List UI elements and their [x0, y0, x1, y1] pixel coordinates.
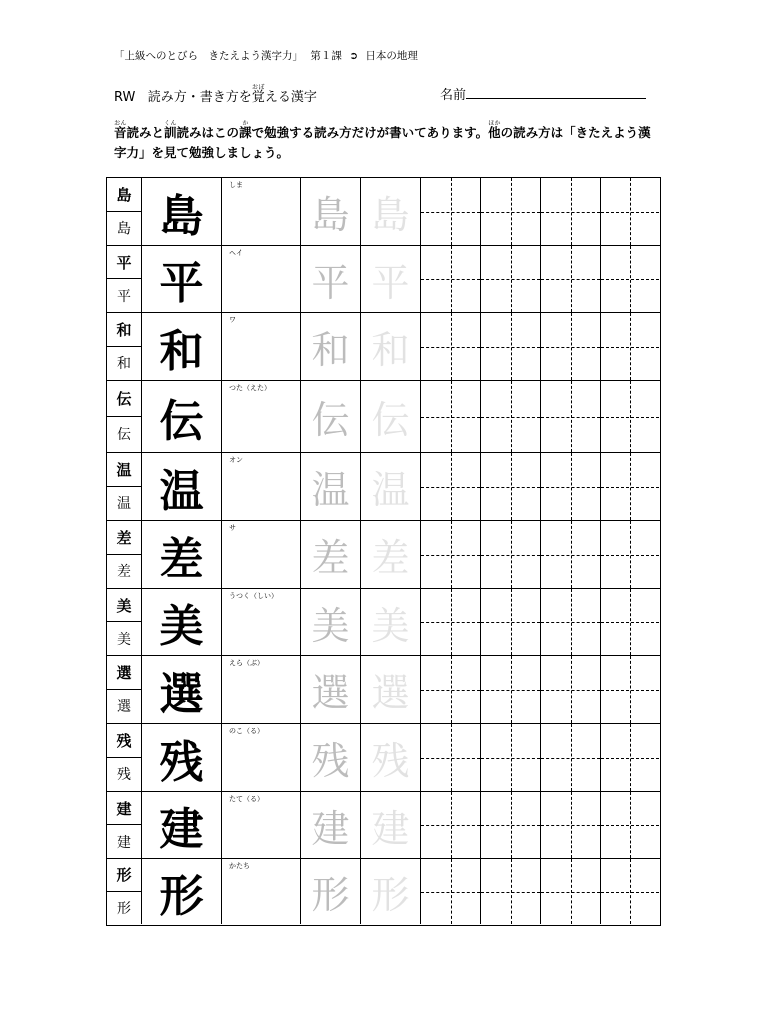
practice-box[interactable] — [541, 246, 601, 312]
lesson-number: 第１課 — [310, 50, 342, 62]
arrow-icon: ➲ — [349, 50, 358, 62]
kanji-bold-label: 美 — [107, 589, 141, 622]
guide-line-vertical — [571, 453, 572, 520]
kanji-reading: うつく（しい） — [222, 589, 301, 655]
worksheet-code: RW — [114, 90, 136, 105]
guide-line-vertical — [511, 178, 512, 245]
guide-line-vertical — [630, 178, 631, 245]
kanji-regular-label: 美 — [117, 631, 131, 648]
kanji-label-cell — [107, 724, 142, 791]
practice-box[interactable] — [541, 859, 601, 924]
practice-box[interactable] — [481, 521, 541, 588]
practice-box[interactable] — [421, 859, 481, 924]
trace-kanji-light[interactable]: 差 — [361, 521, 421, 588]
guide-line-vertical — [630, 246, 631, 312]
guide-line-vertical — [511, 246, 512, 312]
practice-box[interactable] — [541, 589, 601, 655]
trace-kanji-light[interactable]: 平 — [361, 246, 421, 312]
guide-line-vertical — [571, 656, 572, 723]
table-row — [107, 246, 660, 313]
practice-box[interactable] — [421, 724, 481, 791]
practice-box[interactable] — [481, 453, 541, 520]
kanji-regular-label: 選 — [117, 699, 131, 716]
guide-line-vertical — [511, 792, 512, 858]
guide-line-vertical — [571, 521, 572, 588]
trace-kanji-gray[interactable]: 残 — [301, 724, 361, 791]
kanji-practice-grid — [106, 177, 661, 926]
kanji-label-cell — [107, 178, 142, 245]
trace-kanji-light[interactable]: 形 — [361, 859, 421, 924]
kanji-label-cell — [107, 381, 142, 452]
worksheet-heading-suffix: える漢字 — [264, 90, 317, 105]
table-row — [107, 792, 660, 859]
practice-box[interactable] — [421, 453, 481, 520]
trace-kanji-light[interactable]: 島 — [361, 178, 421, 245]
guide-line-vertical — [451, 859, 452, 924]
guide-line-vertical — [451, 521, 452, 588]
practice-box[interactable] — [601, 381, 659, 452]
kanji-label-cell — [107, 859, 142, 924]
guide-line-vertical — [630, 859, 631, 924]
practice-box[interactable] — [421, 178, 481, 245]
guide-line-vertical — [630, 792, 631, 858]
kanji-bold-label: 伝 — [107, 381, 141, 417]
practice-box[interactable] — [541, 656, 601, 723]
trace-kanji-light[interactable]: 伝 — [361, 381, 421, 452]
kanji-bold-label: 建 — [107, 792, 141, 825]
practice-box[interactable] — [481, 246, 541, 312]
trace-kanji-light[interactable]: 和 — [361, 313, 421, 380]
kanji-regular-label: 形 — [117, 900, 131, 917]
guide-line-vertical — [511, 724, 512, 791]
kanji-reading: ヘイ — [222, 246, 301, 312]
instructions: 音おん読みと訓くん読みはこの課かで勉強する読み方だけが書いてあります。他ほかの読み方は「きたえよう漢字力」を見て勉強しましょう。 — [114, 120, 651, 160]
table-row — [107, 521, 660, 589]
table-row — [107, 381, 660, 453]
practice-box[interactable] — [541, 313, 601, 380]
kanji-bold-label: 形 — [107, 859, 141, 892]
trace-kanji-light[interactable]: 温 — [361, 453, 421, 520]
practice-box[interactable] — [541, 724, 601, 791]
guide-line-vertical — [451, 313, 452, 380]
kanji-regular-label: 伝 — [117, 427, 131, 444]
kanji-label-cell — [107, 521, 142, 588]
guide-line-vertical — [630, 589, 631, 655]
trace-kanji-gray[interactable]: 形 — [301, 859, 361, 924]
practice-box[interactable] — [601, 792, 659, 858]
practice-box[interactable] — [601, 589, 659, 655]
kanji-label-cell — [107, 313, 142, 380]
stroke-order-kanji: 島 — [142, 178, 222, 245]
practice-box[interactable] — [541, 178, 601, 245]
practice-box[interactable] — [481, 381, 541, 452]
guide-line-vertical — [511, 521, 512, 588]
practice-box[interactable] — [481, 792, 541, 858]
practice-box[interactable] — [541, 453, 601, 520]
trace-kanji-gray[interactable]: 選 — [301, 656, 361, 723]
stroke-order-kanji: 選 — [142, 656, 222, 723]
trace-kanji-gray[interactable]: 差 — [301, 521, 361, 588]
kanji-reading: オン — [222, 453, 301, 520]
guide-line-vertical — [571, 589, 572, 655]
trace-kanji-light[interactable]: 建 — [361, 792, 421, 858]
lesson-topic: 日本の地理 — [365, 50, 418, 62]
guide-line-vertical — [451, 792, 452, 858]
guide-line-vertical — [451, 589, 452, 655]
practice-box[interactable] — [421, 381, 481, 452]
guide-line-vertical — [630, 381, 631, 452]
kanji-regular-label: 差 — [117, 564, 131, 581]
guide-line-vertical — [571, 381, 572, 452]
guide-line-vertical — [571, 724, 572, 791]
guide-line-vertical — [511, 313, 512, 380]
table-row — [107, 178, 660, 246]
practice-box[interactable] — [541, 792, 601, 858]
practice-box[interactable] — [481, 859, 541, 924]
guide-line-vertical — [451, 178, 452, 245]
practice-box[interactable] — [421, 656, 481, 723]
trace-kanji-gray[interactable]: 島 — [301, 178, 361, 245]
practice-box[interactable] — [421, 521, 481, 588]
trace-kanji-gray[interactable]: 建 — [301, 792, 361, 858]
guide-line-vertical — [451, 381, 452, 452]
practice-box[interactable] — [481, 656, 541, 723]
kanji-reading: しま — [222, 178, 301, 245]
practice-box[interactable] — [601, 246, 659, 312]
kanji-bold-label: 和 — [107, 313, 141, 347]
table-row — [107, 724, 660, 792]
practice-box[interactable] — [601, 313, 659, 380]
kanji-regular-label: 平 — [117, 288, 131, 305]
kanji-reading: つた（えた） — [222, 381, 301, 452]
guide-line-vertical — [630, 724, 631, 791]
practice-box[interactable] — [601, 453, 659, 520]
practice-box[interactable] — [601, 656, 659, 723]
heading-ruby-kanji: 覚おぼ — [251, 84, 265, 105]
name-blank-line[interactable] — [466, 84, 646, 99]
practice-box[interactable] — [481, 724, 541, 791]
trace-kanji-light[interactable]: 美 — [361, 589, 421, 655]
kanji-bold-label: 残 — [107, 724, 141, 758]
guide-line-vertical — [451, 724, 452, 791]
table-row — [107, 589, 660, 656]
practice-box[interactable] — [421, 313, 481, 380]
kanji-reading: のこ（る） — [222, 724, 301, 791]
practice-box[interactable] — [481, 589, 541, 655]
guide-line-vertical — [511, 589, 512, 655]
kanji-reading: かたち — [222, 859, 301, 924]
guide-line-vertical — [630, 521, 631, 588]
kanji-reading: サ — [222, 521, 301, 588]
trace-kanji-gray[interactable]: 平 — [301, 246, 361, 312]
guide-line-vertical — [571, 792, 572, 858]
trace-kanji-light[interactable]: 選 — [361, 656, 421, 723]
stroke-order-kanji: 残 — [142, 724, 222, 791]
trace-kanji-gray[interactable]: 美 — [301, 589, 361, 655]
practice-box[interactable] — [481, 313, 541, 380]
trace-kanji-gray[interactable]: 伝 — [301, 381, 361, 452]
name-area — [440, 84, 646, 103]
practice-box[interactable] — [421, 246, 481, 312]
practice-box[interactable] — [421, 589, 481, 655]
series-title: 「上級へのとびら きたえよう漢字力」 — [114, 50, 303, 62]
kanji-regular-label: 建 — [117, 834, 131, 851]
stroke-order-kanji: 建 — [142, 792, 222, 858]
kanji-regular-label: 和 — [117, 356, 131, 373]
kanji-bold-label: 島 — [107, 178, 141, 212]
guide-line-vertical — [571, 178, 572, 245]
worksheet-title — [114, 84, 654, 104]
trace-kanji-gray[interactable]: 和 — [301, 313, 361, 380]
guide-line-vertical — [571, 859, 572, 924]
kanji-bold-label: 選 — [107, 656, 141, 690]
kanji-label-cell — [107, 792, 142, 858]
practice-box[interactable] — [601, 724, 659, 791]
kanji-label-cell — [107, 453, 142, 520]
kanji-regular-label: 島 — [117, 221, 131, 238]
kanji-reading: ワ — [222, 313, 301, 380]
stroke-order-kanji: 美 — [142, 589, 222, 655]
stroke-order-kanji: 差 — [142, 521, 222, 588]
kanji-bold-label: 差 — [107, 521, 141, 555]
table-row — [107, 313, 660, 381]
guide-line-vertical — [451, 246, 452, 312]
guide-line-vertical — [451, 656, 452, 723]
kanji-label-cell — [107, 656, 142, 723]
table-row — [107, 859, 660, 924]
practice-box[interactable] — [601, 521, 659, 588]
kanji-bold-label: 平 — [107, 246, 141, 279]
kanji-regular-label: 温 — [117, 496, 131, 513]
worksheet-header — [114, 48, 422, 63]
guide-line-vertical — [451, 453, 452, 520]
guide-line-vertical — [511, 859, 512, 924]
kanji-label-cell — [107, 589, 142, 655]
practice-box[interactable] — [481, 178, 541, 245]
guide-line-vertical — [511, 453, 512, 520]
guide-line-vertical — [571, 313, 572, 380]
practice-box[interactable] — [601, 178, 659, 245]
practice-box[interactable] — [601, 859, 659, 924]
stroke-order-kanji: 温 — [142, 453, 222, 520]
kanji-regular-label: 残 — [117, 767, 131, 784]
kanji-bold-label: 温 — [107, 453, 141, 487]
table-row — [107, 656, 660, 724]
stroke-order-kanji: 和 — [142, 313, 222, 380]
trace-kanji-light[interactable]: 残 — [361, 724, 421, 791]
worksheet-heading-prefix: 読み方・書き方を — [147, 90, 252, 105]
practice-box[interactable] — [421, 792, 481, 858]
guide-line-vertical — [511, 656, 512, 723]
practice-box[interactable] — [541, 381, 601, 452]
guide-line-vertical — [630, 453, 631, 520]
kanji-reading: たて（る） — [222, 792, 301, 858]
table-row — [107, 453, 660, 521]
guide-line-vertical — [571, 246, 572, 312]
stroke-order-kanji: 伝 — [142, 381, 222, 452]
guide-line-vertical — [630, 313, 631, 380]
kanji-reading: えら（ぶ） — [222, 656, 301, 723]
stroke-order-kanji: 形 — [142, 859, 222, 924]
stroke-order-kanji: 平 — [142, 246, 222, 312]
guide-line-vertical — [511, 381, 512, 452]
trace-kanji-gray[interactable]: 温 — [301, 453, 361, 520]
kanji-label-cell — [107, 246, 142, 312]
guide-line-vertical — [630, 656, 631, 723]
name-label: 名前 — [440, 88, 467, 103]
practice-box[interactable] — [541, 521, 601, 588]
